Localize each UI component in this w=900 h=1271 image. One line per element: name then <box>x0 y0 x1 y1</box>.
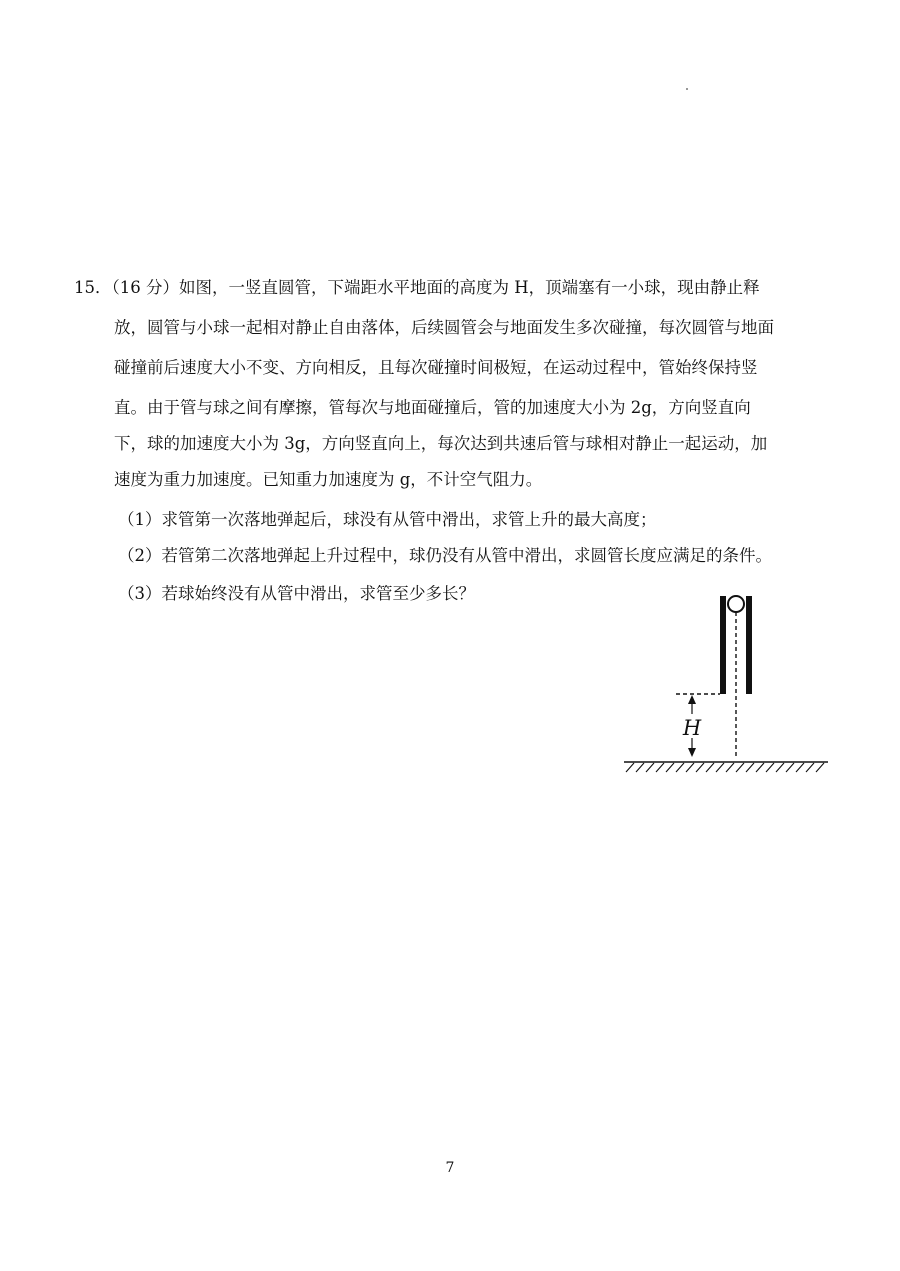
question-2: （2）若管第二次落地弹起上升过程中，球仍没有从管中滑出，求圆管长度应满足的条件。 <box>118 546 772 565</box>
arrow-down-icon <box>688 748 696 757</box>
problem-number: 15． <box>74 278 112 297</box>
stem-line: 速度为重力加速度。已知重力加速度为 g，不计空气阻力。 <box>114 470 543 489</box>
page-number: 7 <box>445 1160 455 1176</box>
stem-line: 下，球的加速度大小为 3g，方向竖直向上，每次达到共速后管与球相对静止一起运动，加 <box>114 434 768 453</box>
problem-header-line <box>74 276 760 300</box>
ball <box>728 596 744 612</box>
stem-line: 直。由于管与球之间有摩擦，管每次与地面碰撞后，管的加速度大小为 2g，方向竖直向 <box>114 398 751 417</box>
ground-hatching <box>626 763 824 772</box>
height-label: H <box>682 716 702 740</box>
arrow-up-icon <box>688 695 696 704</box>
tube-ball-figure <box>620 588 840 788</box>
speck <box>686 88 688 90</box>
stem-line: 如图，一竖直圆管，下端距水平地面的高度为 H，顶端塞有一小球，现由静止释 <box>179 278 760 297</box>
stem-line: 放，圆管与小球一起相对静止自由落体，后续圆管会与地面发生多次碰撞，每次圆管与地面 <box>114 318 774 337</box>
question-3: （3）若球始终没有从管中滑出，求管至少多长？ <box>118 584 475 603</box>
tube-right-wall <box>746 596 752 694</box>
tube-left-wall <box>720 596 726 694</box>
question-1: （1）求管第一次落地弹起后，球没有从管中滑出，求管上升的最大高度； <box>118 510 657 529</box>
stem-line: 碰撞前后速度大小不变、方向相反，且每次碰撞时间极短，在运动过程中，管始终保持竖 <box>114 358 758 377</box>
problem-points: （16 分） <box>111 278 179 297</box>
